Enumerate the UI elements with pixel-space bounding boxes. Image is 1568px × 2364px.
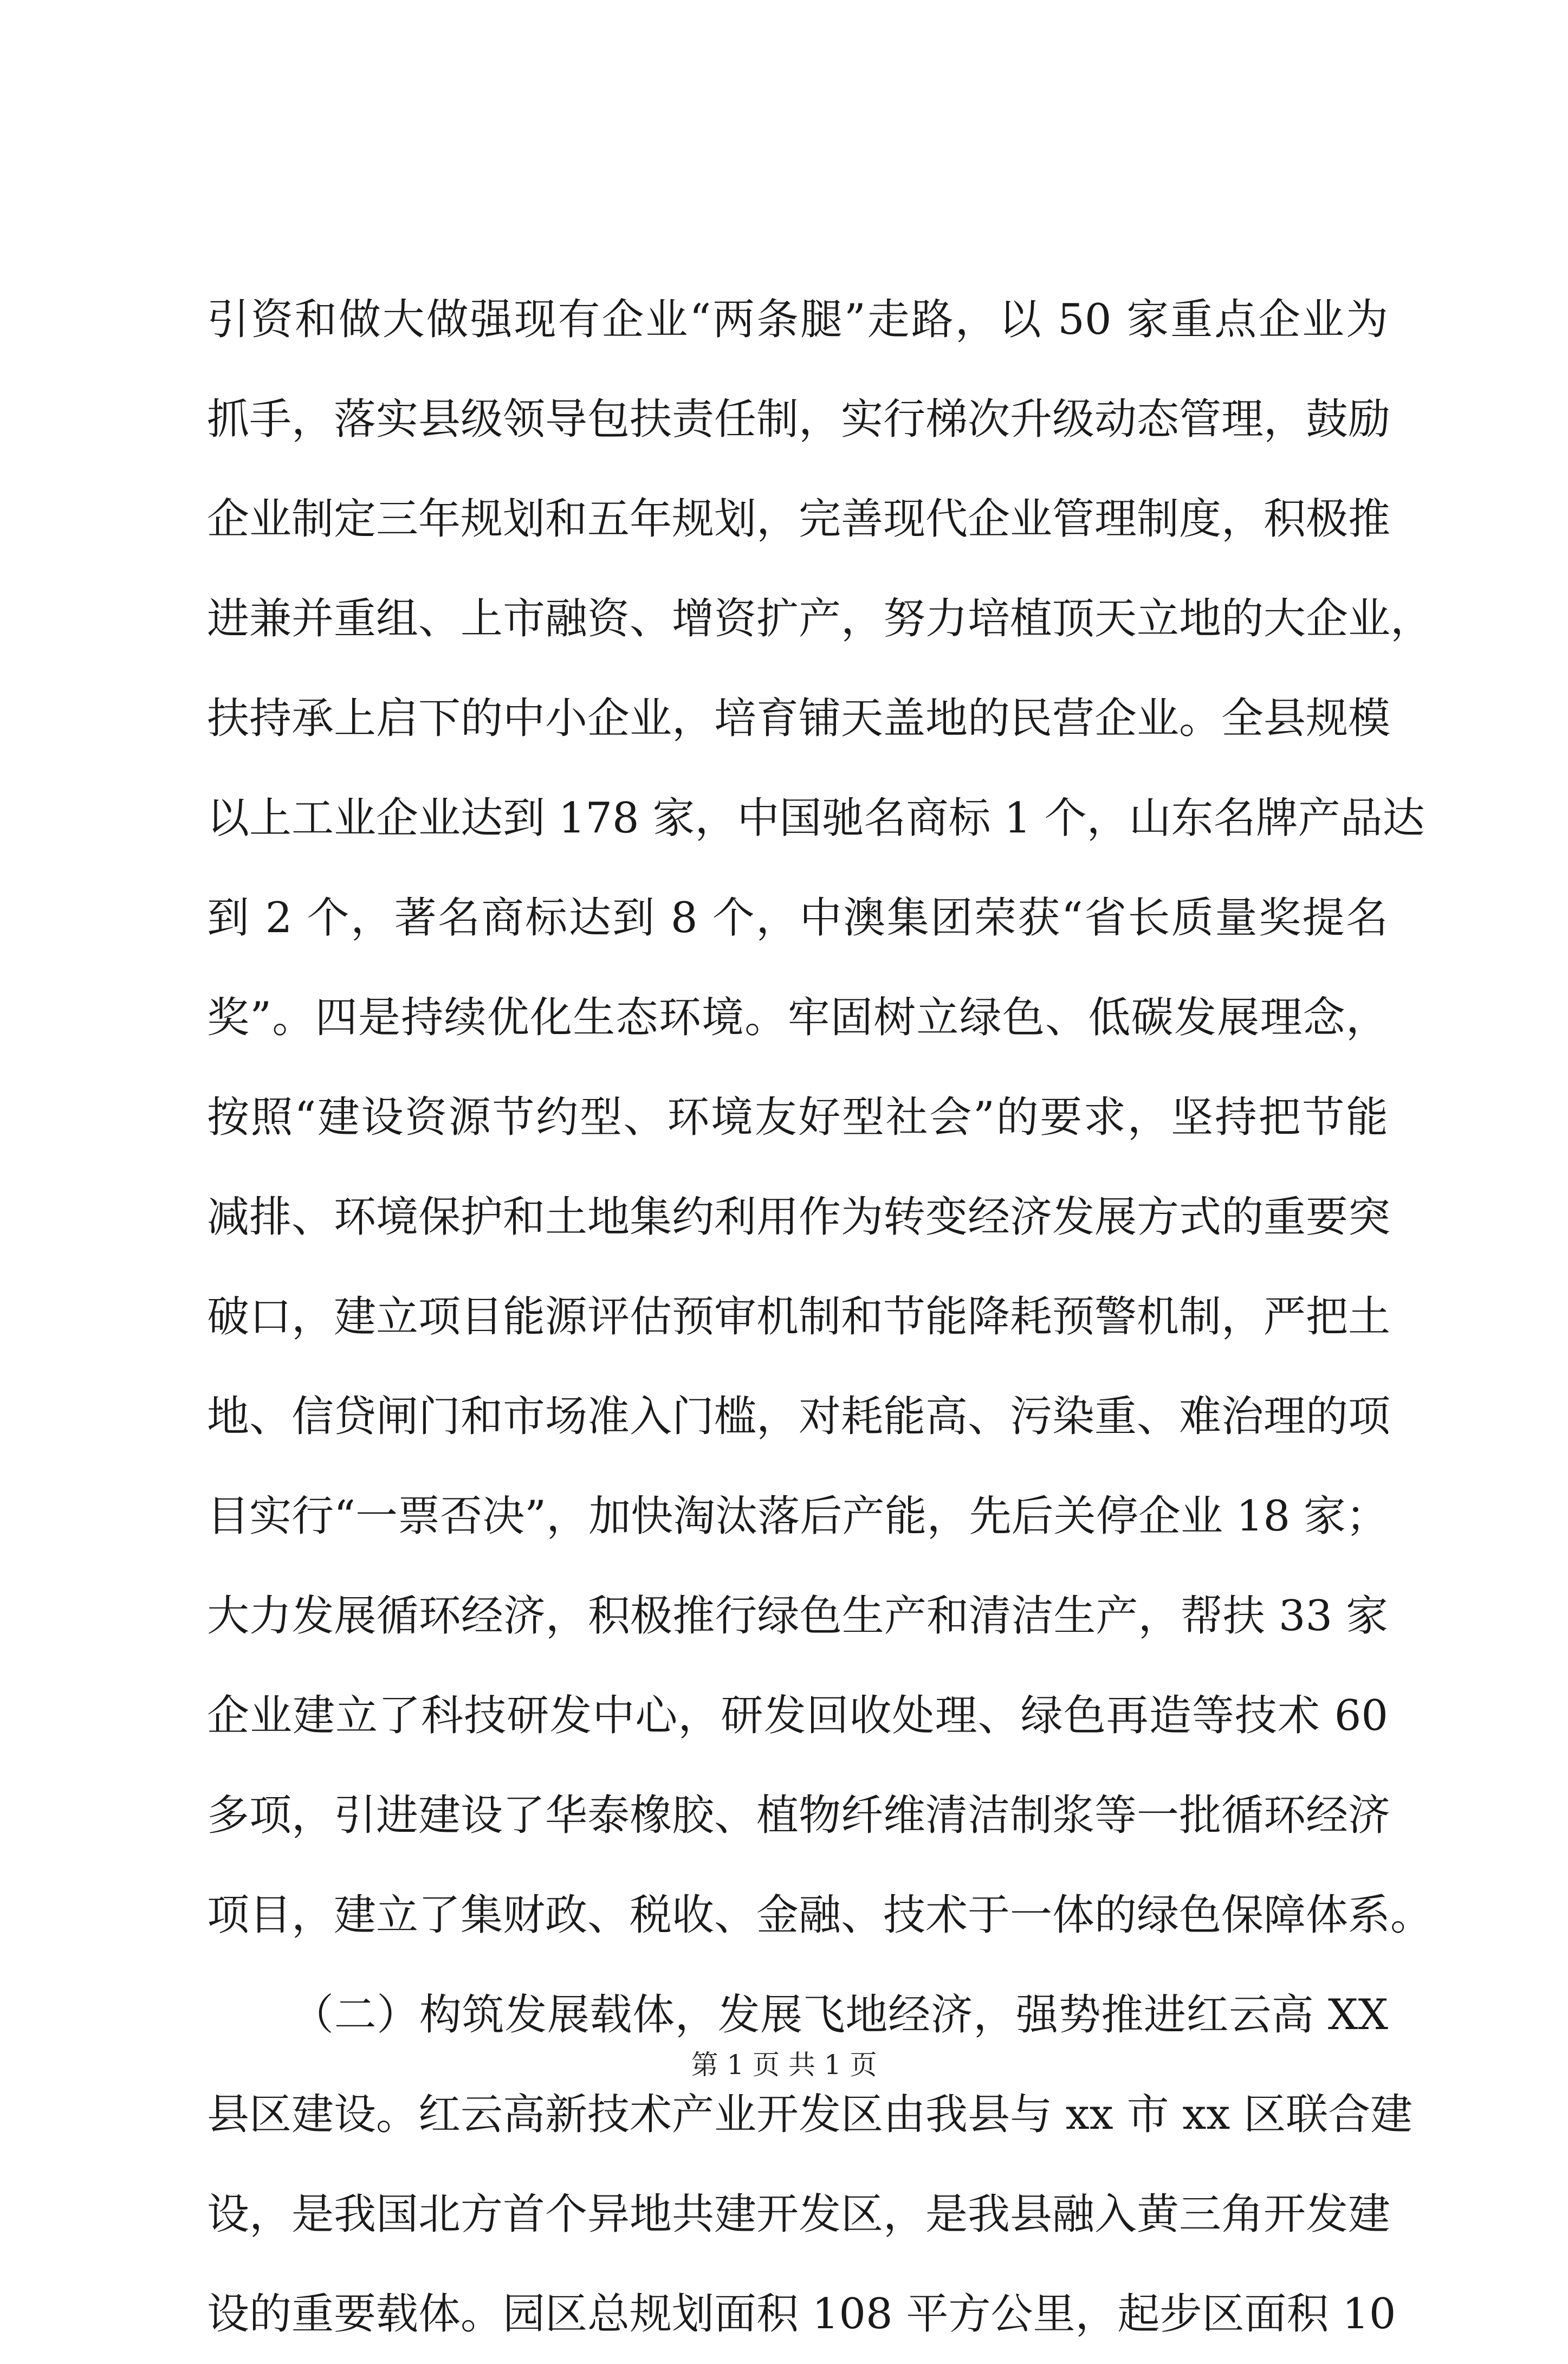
text-line: 抓手，落实县级领导包扶责任制，实行梯次升级动态管理，鼓励: [207, 395, 1391, 444]
text-line: 破口，建立项目能源评估预审机制和节能降耗预警机制，严把土: [207, 1293, 1391, 1341]
text-line: 大力发展循环经济，积极推行绿色生产和清洁生产，帮扶 33 家: [207, 1592, 1388, 1640]
text-line: 减排、环境保护和土地集约利用作为转变经济发展方式的重要突: [207, 1193, 1391, 1242]
page-footer: 第 1 页 共 1 页: [691, 2049, 877, 2081]
text-line: 目实行“一票否决”，加快淘汰落后产能，先后关停企业 18 家；: [207, 1492, 1388, 1541]
text-line: 多项，引进建设了华泰橡胶、植物纤维清洁制浆等一批循环经济: [207, 1791, 1391, 1840]
text-line: 设，是我国北方首个异地共建开发区，是我县融入黄三角开发建: [207, 2190, 1391, 2239]
text-line: 奖”。四是持续优化生态环境。牢固树立绿色、低碳发展理念，: [207, 993, 1388, 1042]
section-heading-line: （二）构筑发展载体，发展飞地经济，强势推进红云高 XX: [291, 1991, 1388, 2039]
text-line: 地、信贷闸门和市场准入门槛，对耗能高、污染重、难治理的项: [207, 1392, 1391, 1441]
text-line: 以上工业企业达到 178 家，中国驰名商标 1 个，山东名牌产品达: [207, 794, 1425, 843]
text-line: 企业建立了科技研发中心，研发回收处理、绿色再造等技术 60: [207, 1691, 1388, 1740]
text-line: 引资和做大做强现有企业“两条腿”走路，以 50 家重点企业为: [207, 295, 1388, 344]
text-line: 按照“建设资源节约型、环境友好型社会”的要求，坚持把节能: [207, 1093, 1388, 1142]
text-line: 到 2 个，著名商标达到 8 个，中澳集团荣获“省长质量奖提名: [207, 894, 1388, 942]
text-line: 项目，建立了集财政、税收、金融、技术于一体的绿色保障体系。: [207, 1891, 1433, 1940]
text-line: 县区建设。红云高新技术产业开发区由我县与 xx 市 xx 区联合建: [207, 2090, 1413, 2139]
text-line: 企业制定三年规划和五年规划，完善现代企业管理制度，积极推: [207, 495, 1391, 544]
text-line: 设的重要载体。园区总规划面积 108 平方公里，起步区面积 10: [207, 2290, 1396, 2339]
text-line: 进兼并重组、上市融资、增资扩产，努力培植顶天立地的大企业，: [207, 595, 1433, 643]
text-line: 扶持承上启下的中小企业，培育铺天盖地的民营企业。全县规模: [207, 694, 1391, 743]
